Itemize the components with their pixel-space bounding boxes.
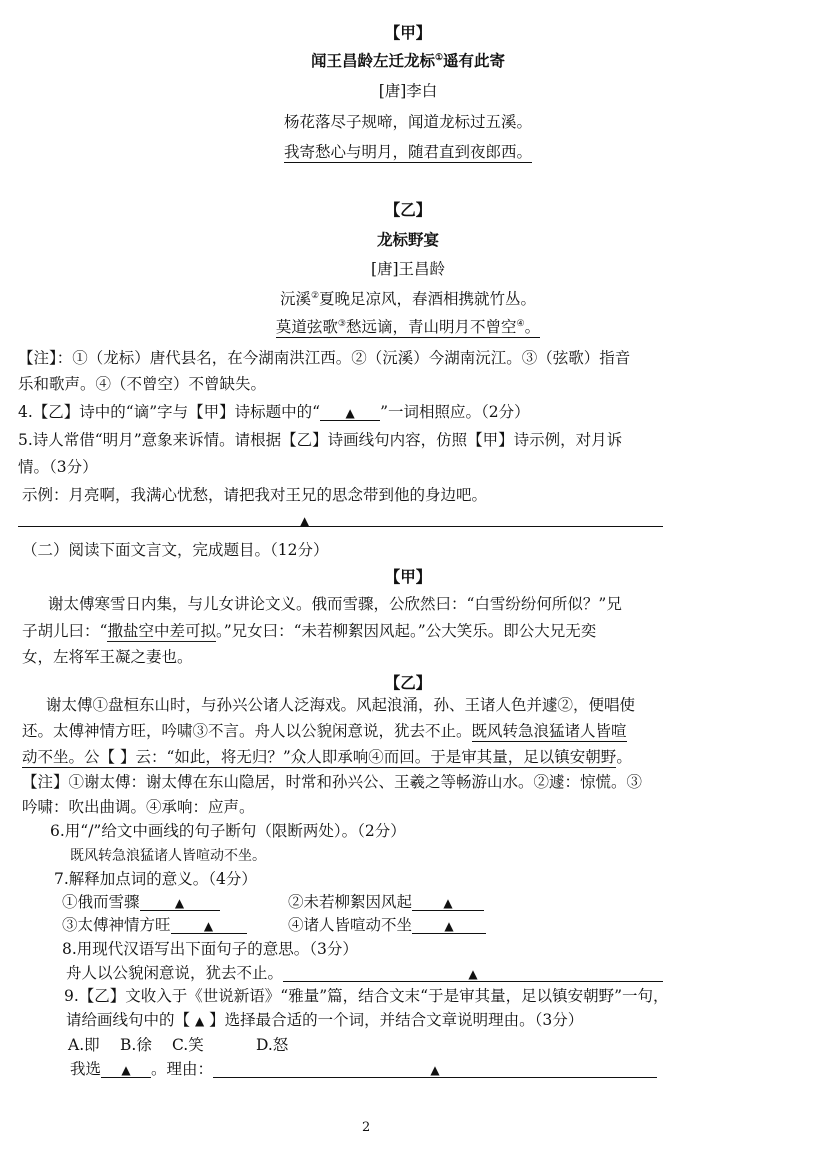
yi-notes-line2: 吟啸：吹出曲调。④承响：应声。 xyxy=(22,798,255,816)
section-2-heading: （二）阅读下面文言文，完成题目。（12分） xyxy=(22,541,329,559)
poem-yi-line2-b: 愁远谪，青山明月不曾空 xyxy=(345,318,517,336)
q8-answer-blank[interactable] xyxy=(283,965,663,982)
question-5-line1: 5.诗人常借“明月”意象来诉情。请根据【乙】诗画线句内容，仿照【甲】诗示例，对月诉 xyxy=(18,431,623,449)
page-number: 2 xyxy=(362,1120,371,1135)
jia-text-line1: 谢太傅寒雪日内集，与儿女讲论文义。俄而雪骤，公欣然曰：“白雪纷纷何所似？”兄 xyxy=(48,595,622,613)
question-7: 7.解释加点词的意义。（4分） xyxy=(54,870,257,888)
q7-item-4-text: ④诸人皆喧动不坐 xyxy=(288,916,413,934)
q9-option-b[interactable]: B.徐 xyxy=(120,1036,152,1054)
q9-option-a[interactable]: A.即 xyxy=(68,1036,100,1054)
q7-item-3-mark: ▲ xyxy=(203,919,214,933)
poem-yi-line2-a: 莫道弦歌 xyxy=(275,318,338,336)
jia-line2-underlined: 撒盐空中差可拟 xyxy=(107,622,216,640)
q8-answer-mark: ▲ xyxy=(468,967,478,981)
q7-item-3-blank[interactable] xyxy=(171,917,247,934)
q7-item-2-text: ②未若柳絮因风起 xyxy=(288,893,413,911)
q7-item-1-blank[interactable] xyxy=(140,894,220,911)
poem-yi-line1-note: ② xyxy=(310,290,320,301)
q7-item-1-text: ①俄而雪骤 xyxy=(62,893,140,911)
yi-line3-b: 。 xyxy=(616,748,632,766)
q7-item-3-text: ③太傅神情方旺 xyxy=(62,916,171,934)
jia-line2-b: 。”兄女曰：“未若柳絮因风起。”公大笑乐。即公大兄无奕 xyxy=(215,622,597,640)
q4-text-a: 4.【乙】诗中的“谪”字与【甲】诗标题中的“ xyxy=(18,403,321,421)
q7-item-1 xyxy=(62,893,220,912)
question-9-line2 xyxy=(66,1011,583,1030)
poem-yi-line1-a: 沅溪 xyxy=(279,290,311,308)
poem-yi-line2-underlined xyxy=(276,318,540,338)
section-2-jia-tag: 【甲】 xyxy=(384,567,432,586)
yi-text-line2 xyxy=(22,722,627,741)
yi-line2-underlined: 既风转急浪猛诸人皆喧 xyxy=(471,722,627,740)
poem-yi-author: [唐]王昌龄 xyxy=(370,260,446,278)
jia-text-line2 xyxy=(22,622,596,641)
yi-line3-underlined-2: 于是审其量，足以镇安朝野 xyxy=(430,748,617,766)
poem-jia-line2 xyxy=(0,143,816,162)
q7-item-4-blank[interactable] xyxy=(412,917,486,934)
poem-notes-line1: 【注】：①（龙标）唐代县名，在今湖南洪江西。②（沅溪）今湖南沅江。③（弦歌）指音 xyxy=(18,349,631,367)
q9-line2-a: 请给画线句中的【 xyxy=(66,1011,195,1029)
q9-reason-blank[interactable] xyxy=(213,1061,657,1078)
poem-jia-title-text: 闻王昌龄左迁龙标 xyxy=(310,51,435,70)
q7-item-1-mark: ▲ xyxy=(174,896,185,910)
q9-option-d[interactable]: D.怒 xyxy=(256,1036,289,1054)
poem-yi-line2-note: ③ xyxy=(337,318,346,329)
q9-choice-mark: ▲ xyxy=(121,1063,131,1077)
q7-item-4 xyxy=(288,916,486,935)
q9-reason-mark: ▲ xyxy=(430,1063,440,1077)
yi-text-line3 xyxy=(22,748,632,767)
q9-line2-mark: ▲ xyxy=(194,1014,205,1028)
poem-yi-title: 龙标野宴 xyxy=(376,230,439,249)
jia-text-line3: 女，左将军王凝之妻也。 xyxy=(22,648,193,666)
yi-text-line1: 谢太傅①盘桓东山时，与孙兴公诸人泛海戏。风起浪涌，孙、王诸人色并遽②，便唱使 xyxy=(46,696,636,714)
q9-option-c[interactable]: C.笑 xyxy=(172,1036,204,1054)
q9-answer-row xyxy=(70,1060,657,1079)
yi-line3-a: 。公【 】云：“如此，将无归？”众人即承响④而回。 xyxy=(68,748,431,766)
q5-answer-mark-glyph: ▲ xyxy=(300,514,310,528)
poem-jia-tag: 【甲】 xyxy=(384,23,432,42)
poem-jia-author: [唐]李白 xyxy=(378,82,438,100)
question-4 xyxy=(18,403,530,422)
question-8: 8.用现代汉语写出下面句子的意思。（3分） xyxy=(62,940,358,958)
poem-yi-line2 xyxy=(0,318,816,337)
q4-text-b: ”一词相照应。（2分） xyxy=(380,403,530,421)
q7-item-2-blank[interactable] xyxy=(412,894,484,911)
q7-item-4-mark: ▲ xyxy=(444,919,454,933)
q8-sentence: 舟人以公貌闲意说，犹去不止。 xyxy=(66,964,284,982)
question-8-answer-row xyxy=(66,964,663,983)
question-5-example: 示例：月亮啊，我满心忧愁，请把我对王兄的思念带到他的身边吧。 xyxy=(22,486,488,504)
q9-reason-label: 。理由： xyxy=(151,1060,214,1078)
q9-line2-b: 】选择最合适的一个词，并结合文章说明理由。（3分） xyxy=(204,1011,584,1029)
q4-blank-mark: ▲ xyxy=(345,406,355,420)
q7-item-2 xyxy=(288,893,484,912)
yi-notes-line1: 【注】①谢太傅：谢太傅在东山隐居，时常和孙兴公、王羲之等畅游山水。②遽：惊慌。③ xyxy=(22,773,643,791)
question-5-line2: 情。（3分） xyxy=(18,458,98,476)
poem-yi-line1-b: 夏晚足凉风，春酒相携就竹丛。 xyxy=(319,290,537,308)
q9-choice-blank[interactable] xyxy=(101,1061,151,1078)
question-6: 6.用“/”给文中画线的句子断句（限断两处）。（2分） xyxy=(50,822,406,840)
poem-yi-line1 xyxy=(0,290,816,309)
yi-line2-a: 还。太傅神情方旺，吟啸③不言。舟人以公貌闲意说，犹去不止。 xyxy=(22,722,472,740)
section-2-yi-tag: 【乙】 xyxy=(384,673,432,692)
jia-line2-a: 子胡儿曰：“ xyxy=(22,622,108,640)
q9-choose-label: 我选 xyxy=(70,1060,102,1078)
poem-yi-line2-note2: ④ xyxy=(516,318,525,329)
yi-line3-underlined-1: 动不坐 xyxy=(22,748,69,766)
poem-yi-tag: 【乙】 xyxy=(384,200,432,219)
q7-item-2-mark: ▲ xyxy=(443,896,453,910)
q4-answer-blank[interactable] xyxy=(320,404,380,421)
poem-jia-title-end: 遥有此寄 xyxy=(443,51,506,70)
q7-item-3 xyxy=(62,916,247,935)
poem-jia-title xyxy=(0,52,816,71)
poem-jia-title-note: ① xyxy=(434,52,444,63)
poem-jia-line1: 杨花落尽子规啼，闻道龙标过五溪。 xyxy=(283,113,532,131)
q5-answer-line[interactable] xyxy=(18,526,663,527)
question-9-line1: 9.【乙】文收入于《世说新语》“雅量”篇，结合文末“于是审其量，足以镇安朝野”一句， xyxy=(64,987,669,1005)
poem-jia-line2-text: 我寄愁心与明月，随君直到夜郎西。 xyxy=(283,143,532,161)
poem-yi-line2-end: 。 xyxy=(524,318,541,336)
question-6-sentence: 既风转急浪猛诸人皆喧动不坐。 xyxy=(70,848,266,864)
poem-notes-line2: 乐和歌声。④（不曾空）不曾缺失。 xyxy=(18,375,267,393)
